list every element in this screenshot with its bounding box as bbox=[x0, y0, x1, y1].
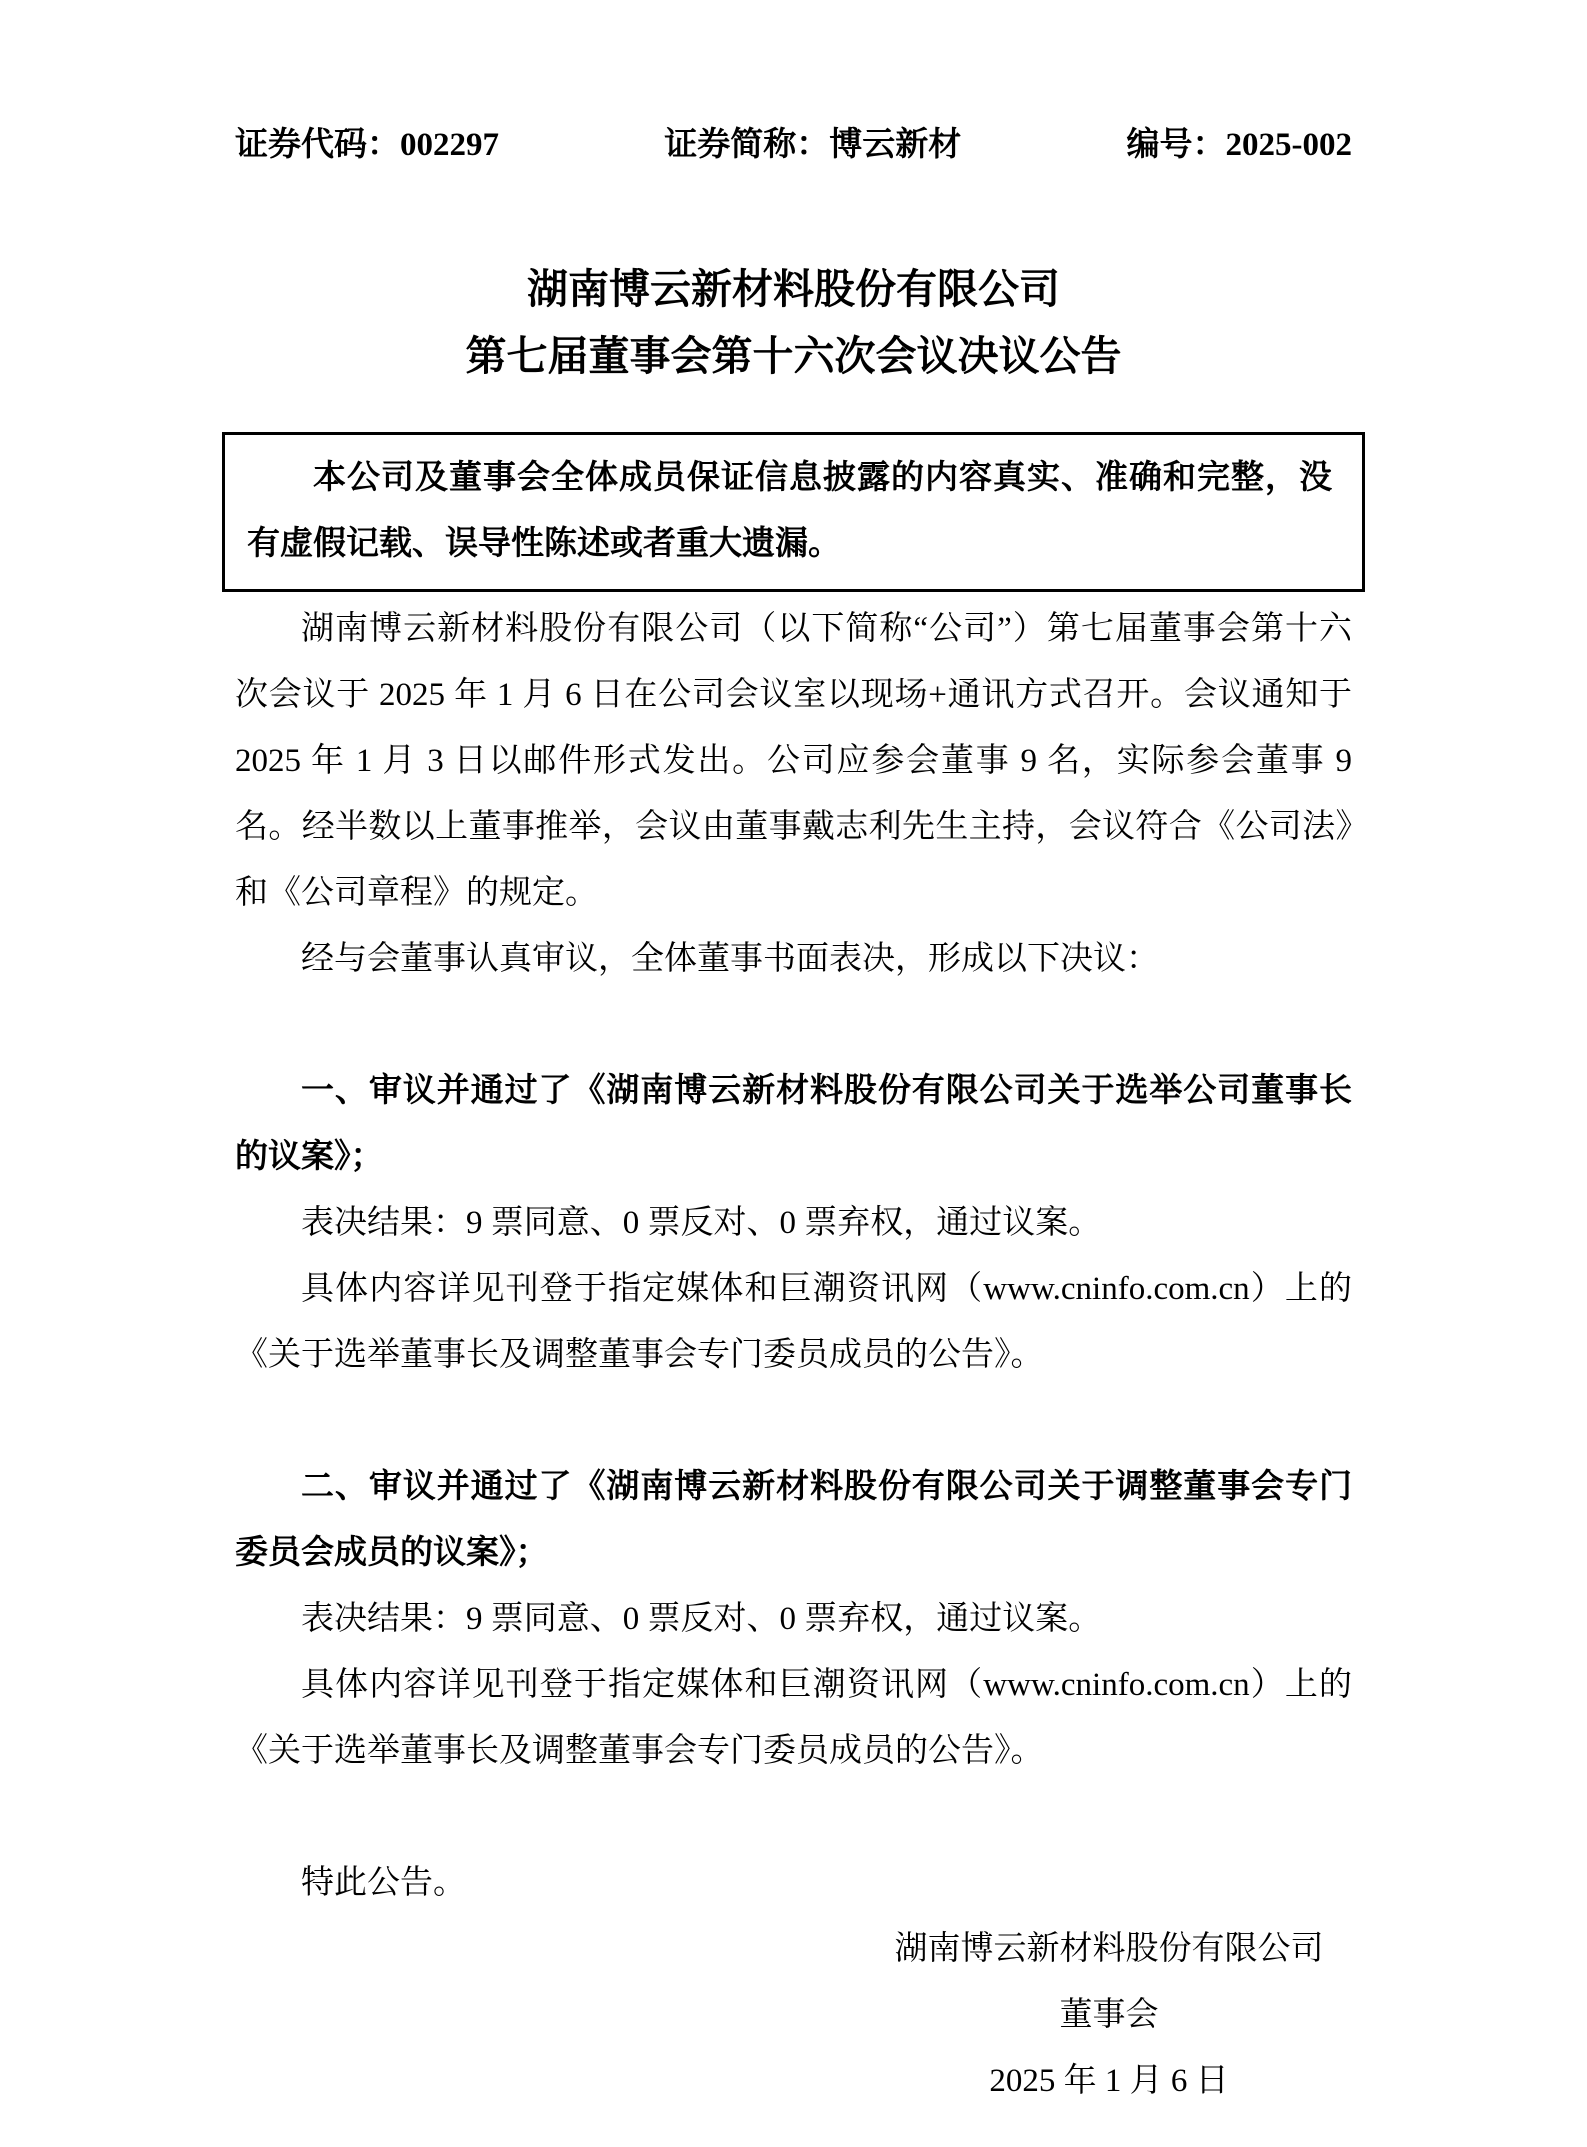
document-body bbox=[235, 596, 1352, 1916]
signature-company: 湖南博云新材料股份有限公司 bbox=[894, 1931, 1324, 1967]
section-2-detail: 具体内容详见刊登于指定媒体和巨潮资讯网（www.cninfo.com.cn）上的《关于选举董事长及调整董事会专门委员成员的公告》。 bbox=[235, 1667, 1352, 1769]
section-1-detail: 具体内容详见刊登于指定媒体和巨潮资讯网（www.cninfo.com.cn）上的《关于选举董事长及调整董事会专门委员成员的公告》。 bbox=[235, 1271, 1352, 1373]
doc-header bbox=[235, 112, 1352, 178]
signature-block bbox=[874, 1916, 1344, 2114]
disclaimer-box bbox=[222, 432, 1365, 592]
disclaimer-text: 本公司及董事会全体成员保证信息披露的内容真实、准确和完整，没有虚假记载、误导性陈述或者重大遗漏。 bbox=[247, 460, 1332, 562]
closing-paragraph: 特此公告。 bbox=[301, 1865, 466, 1901]
stock-code: 证券代码：002297 bbox=[235, 127, 499, 163]
page-title-line2: 第七届董事会第十六次会议决议公告 bbox=[465, 333, 1122, 379]
blank-line bbox=[235, 992, 1352, 1058]
blank-line bbox=[235, 1388, 1352, 1454]
intro-paragraph: 湖南博云新材料股份有限公司（以下简称“公司”）第七届董事会第十六次会议于 2025 年 1 月 6 日在公司会议室以现场+通讯方式召开。会议通知于 2025 年 1 月 3 日以邮件形式发出。公司应参会董事 9 名，实际参会董事 9 名。经半数以上董事推举，会议由董事戴志利先生主持，会议符合《公司法》和《公司章程》的规定。 bbox=[235, 611, 1352, 911]
section-1-heading: 一、审议并通过了《湖南博云新材料股份有限公司关于选举公司董事长的议案》； bbox=[235, 1073, 1352, 1175]
page-title bbox=[235, 256, 1352, 390]
doc-number: 编号：2025-002 bbox=[1126, 127, 1352, 163]
signature-board: 董事会 bbox=[1059, 1997, 1159, 2033]
resolution-paragraph: 经与会董事认真审议，全体董事书面表决，形成以下决议： bbox=[301, 941, 1159, 977]
section-1-vote-result: 表决结果：9 票同意、0 票反对、0 票弃权，通过议案。 bbox=[301, 1205, 1102, 1241]
section-2-heading: 二、审议并通过了《湖南博云新材料股份有限公司关于调整董事会专门委员会成员的议案》； bbox=[235, 1469, 1352, 1571]
blank-line bbox=[235, 1784, 1352, 1850]
signature-date: 2025 年 1 月 6 日 bbox=[989, 2063, 1229, 2099]
section-2-vote-result: 表决结果：9 票同意、0 票反对、0 票弃权，通过议案。 bbox=[301, 1601, 1102, 1637]
page-title-line1: 湖南博云新材料股份有限公司 bbox=[527, 266, 1060, 312]
stock-abbr: 证券简称：博云新材 bbox=[664, 127, 962, 163]
